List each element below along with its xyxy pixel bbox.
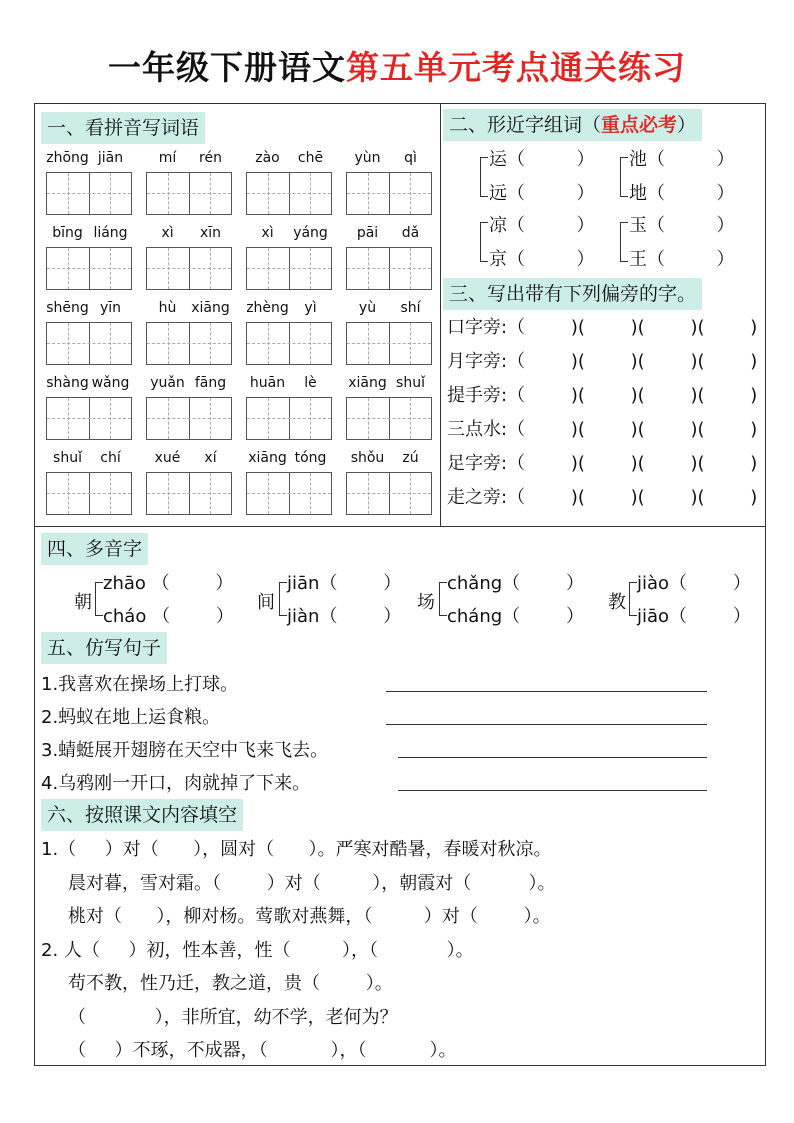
section3-title: 三、写出带有下列偏旁的字。 <box>443 278 702 310</box>
writing-grid[interactable] <box>246 472 332 515</box>
fill-line: 1.（ ）对（ ），圆对（ ）。严寒对酷暑，春暖对秋凉。 <box>41 839 552 860</box>
writing-grid[interactable] <box>146 472 232 515</box>
polyphone-reading: zhāo （ ） <box>103 573 234 594</box>
pinyin-syllable: shuǐ <box>396 375 425 391</box>
radical-row: 口字旁:（ )( )( )( ) <box>447 317 758 338</box>
writing-grid[interactable] <box>146 247 232 290</box>
answer-line[interactable] <box>386 691 707 692</box>
page-title: 一年级下册语文第五单元考点通关练习 <box>108 48 686 87</box>
pinyin-syllable: jiān <box>97 150 124 166</box>
pinyin-syllable: xiāng <box>248 450 287 466</box>
brace <box>439 582 447 616</box>
writing-grid[interactable] <box>346 322 432 365</box>
pinyin-syllable: pāi <box>356 225 379 241</box>
writing-grid[interactable] <box>246 397 332 440</box>
pinyin-syllable: shí <box>400 300 421 316</box>
sentence-item: 2.蚂蚁在地上运食粮。 <box>41 707 221 728</box>
answer-line[interactable] <box>398 757 707 758</box>
section5-title: 五、仿写句子 <box>41 632 167 664</box>
sentence-item: 4.乌鸦刚一开口，肉就掉了下来。 <box>41 773 311 794</box>
writing-grid[interactable] <box>146 172 232 215</box>
writing-grid[interactable] <box>46 172 132 215</box>
pinyin-syllable: xí <box>204 450 217 466</box>
polyphone-reading: chǎng（ ） <box>447 573 584 594</box>
section2-title: 二、形近字组词（重点必考） <box>443 109 702 141</box>
sentence-item: 3.蜻蜓展开翅膀在天空中飞来飞去。 <box>41 740 329 761</box>
writing-grid[interactable] <box>246 322 332 365</box>
pinyin-syllable: zào <box>255 150 280 166</box>
brace <box>480 222 488 262</box>
pinyin-syllable: xīn <box>199 225 222 241</box>
pinyin-syllable: yáng <box>293 225 328 241</box>
radical-row: 提手旁:（ )( )( )( ) <box>447 385 758 406</box>
pinyin-syllable: bīng <box>52 225 83 241</box>
sentence-item: 1.我喜欢在操场上打球。 <box>41 674 239 695</box>
pinyin-syllable: xì <box>261 225 274 241</box>
writing-grid[interactable] <box>346 397 432 440</box>
section1-title: 一、看拼音写词语 <box>41 112 205 144</box>
pinyin-syllable: xì <box>161 225 174 241</box>
writing-grid[interactable] <box>46 397 132 440</box>
radical-row: 走之旁:（ )( )( )( ) <box>447 487 758 508</box>
pinyin-syllable: wǎng <box>91 375 130 391</box>
similar-char-item: 王（ ） <box>629 249 735 270</box>
radical-row: 三点水:（ )( )( )( ) <box>447 419 758 440</box>
brace <box>620 222 628 262</box>
polyphone-char: 教 <box>608 592 626 613</box>
polyphone-reading: cháo （ ） <box>103 606 234 627</box>
similar-char-item: 玉（ ） <box>629 215 735 236</box>
similar-char-item: 运（ ） <box>489 149 595 170</box>
pinyin-syllable: tóng <box>294 450 327 466</box>
pinyin-syllable: shǒu <box>350 450 385 466</box>
pinyin-syllable: zhèng <box>246 300 289 316</box>
section6-title: 六、按照课文内容填空 <box>41 799 243 831</box>
polyphone-reading: jiàn（ ） <box>287 606 402 627</box>
writing-grid[interactable] <box>246 247 332 290</box>
brace <box>629 582 637 616</box>
pinyin-syllable: xiāng <box>191 300 230 316</box>
similar-char-item: 池（ ） <box>629 149 735 170</box>
polyphone-char: 间 <box>257 592 275 613</box>
similar-char-item: 凉（ ） <box>489 215 595 236</box>
fill-line: （ ），非所宜，幼不学，老何为？ <box>68 1007 398 1028</box>
column-divider <box>440 103 441 527</box>
pinyin-syllable: yuǎn <box>150 375 185 391</box>
writing-grid[interactable] <box>246 172 332 215</box>
polyphone-reading: jiān（ ） <box>287 573 402 594</box>
polyphone-char: 朝 <box>74 592 92 613</box>
pinyin-syllable: zú <box>402 450 419 466</box>
similar-char-item: 远（ ） <box>489 183 595 204</box>
pinyin-syllable: rén <box>199 150 222 166</box>
radical-row: 月字旁:（ )( )( )( ) <box>447 351 758 372</box>
pinyin-syllable: qì <box>404 150 417 166</box>
row-divider <box>34 526 766 527</box>
writing-grid[interactable] <box>146 322 232 365</box>
polyphone-reading: cháng（ ） <box>447 606 584 627</box>
writing-grid[interactable] <box>46 472 132 515</box>
answer-line[interactable] <box>386 724 707 725</box>
writing-grid[interactable] <box>46 322 132 365</box>
answer-line[interactable] <box>398 790 707 791</box>
fill-line: 苟不教，性乃迁，教之道，贵（ ）。 <box>68 973 393 994</box>
fill-line: 晨对暮，雪对霜。（ ）对（ ），朝霞对（ ）。 <box>68 873 556 894</box>
pinyin-syllable: chē <box>297 150 324 166</box>
fill-line: （ ）不琢，不成器，（ ），（ ）。 <box>68 1040 457 1061</box>
polyphone-reading: jiāo（ ） <box>637 606 751 627</box>
radical-row: 足字旁:（ )( )( )( ) <box>447 453 758 474</box>
pinyin-syllable: liáng <box>93 225 128 241</box>
pinyin-syllable: hù <box>158 300 177 316</box>
fill-line: 2. 人（ ）初，性本善，性（ ），（ ）。 <box>41 940 474 961</box>
brace <box>480 157 488 197</box>
pinyin-syllable: chí <box>100 450 121 466</box>
polyphone-reading: jiào（ ） <box>637 573 751 594</box>
writing-grid[interactable] <box>346 172 432 215</box>
pinyin-syllable: yīn <box>99 300 122 316</box>
pinyin-syllable: yùn <box>354 150 381 166</box>
pinyin-syllable: shuǐ <box>53 450 82 466</box>
pinyin-syllable: dǎ <box>401 225 420 241</box>
pinyin-syllable: xué <box>154 450 181 466</box>
similar-char-item: 地（ ） <box>629 183 735 204</box>
writing-grid[interactable] <box>346 247 432 290</box>
similar-char-item: 京（ ） <box>489 249 595 270</box>
pinyin-syllable: yù <box>358 300 377 316</box>
brace <box>95 582 103 616</box>
polyphone-char: 场 <box>417 592 435 613</box>
pinyin-syllable: xiāng <box>348 375 387 391</box>
pinyin-syllable: lè <box>304 375 317 391</box>
pinyin-syllable: fāng <box>194 375 227 391</box>
pinyin-syllable: shàng <box>46 375 89 391</box>
writing-grid[interactable] <box>46 247 132 290</box>
writing-grid[interactable] <box>346 472 432 515</box>
pinyin-syllable: mí <box>158 150 177 166</box>
pinyin-syllable: shēng <box>46 300 89 316</box>
pinyin-syllable: zhōng <box>46 150 89 166</box>
fill-line: 桃对（ ），柳对杨。莺歌对燕舞，（ ）对（ ）。 <box>68 906 551 927</box>
writing-grid[interactable] <box>146 397 232 440</box>
pinyin-syllable: huān <box>249 375 286 391</box>
brace <box>620 157 628 197</box>
brace <box>279 582 287 616</box>
pinyin-syllable: yì <box>304 300 317 316</box>
section4-title: 四、多音字 <box>41 533 148 565</box>
